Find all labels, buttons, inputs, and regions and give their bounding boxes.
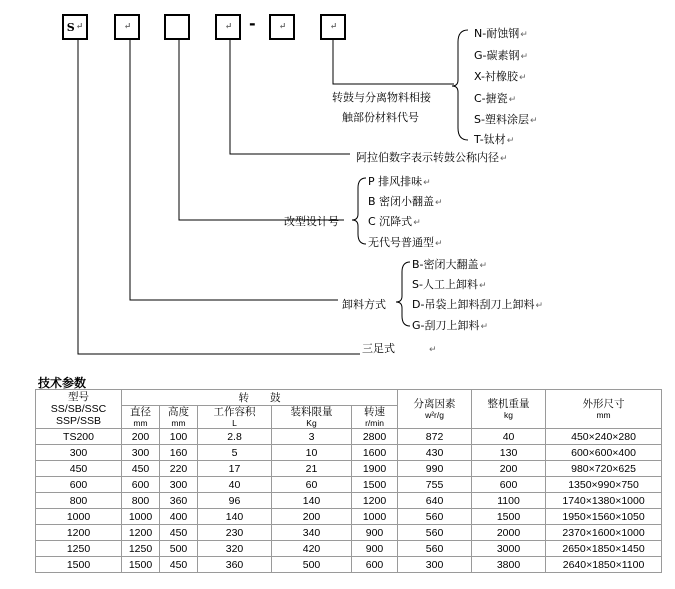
return-mark: ↵	[75, 22, 84, 32]
discharge-connector	[130, 40, 338, 300]
material-brace	[452, 30, 468, 140]
discharge-option: B-密闭大翻盖↵	[412, 258, 488, 271]
table-row	[36, 429, 662, 445]
table-cell: 2800	[352, 429, 398, 445]
table-row	[36, 445, 662, 461]
base-label: 三足式	[362, 342, 395, 355]
spec-table	[35, 389, 662, 573]
table-cell: 2640×1850×1100	[546, 557, 662, 573]
table-cell: 300	[122, 445, 160, 461]
table-row	[36, 557, 662, 573]
discharge-option: D-吊袋上卸料刮刀上卸料↵	[412, 298, 543, 311]
return-mark: ↵	[278, 22, 287, 32]
table-cell: 1250	[122, 541, 160, 557]
table-cell: 800	[36, 493, 122, 509]
table-cell: 300	[160, 477, 198, 493]
header-drum: 转 鼓	[122, 390, 398, 406]
table-cell: 2650×1850×1450	[546, 541, 662, 557]
table-cell: 3800	[472, 557, 546, 573]
code-dash: -	[249, 14, 256, 33]
table-cell: 140	[272, 493, 352, 509]
table-cell: 1500	[122, 557, 160, 573]
header-diameter: 直径 mm	[122, 406, 160, 429]
table-cell: 990	[398, 461, 472, 477]
table-row	[36, 461, 662, 477]
design-label: 改型设计号	[284, 215, 339, 228]
tech-params-title: 技术参数	[38, 376, 87, 390]
table-header-row	[36, 390, 662, 406]
discharge-brace	[396, 262, 410, 326]
table-cell: 160	[160, 445, 198, 461]
table-cell: 1600	[352, 445, 398, 461]
table-cell: 1950×1560×1050	[546, 509, 662, 525]
table-cell: 450	[122, 461, 160, 477]
design-option: C 沉降式↵	[368, 215, 421, 228]
table-cell: 450×240×280	[546, 429, 662, 445]
table-cell: 300	[36, 445, 122, 461]
table-cell: 1350×990×750	[546, 477, 662, 493]
table-cell: 600	[352, 557, 398, 573]
table-cell: 40	[198, 477, 272, 493]
table-cell: 1740×1380×1000	[546, 493, 662, 509]
discharge-option: G-刮刀上卸料↵	[412, 319, 489, 332]
material-label: 转鼓与分离物料相接	[332, 91, 431, 104]
table-row	[36, 509, 662, 525]
material-connector	[333, 40, 454, 84]
table-row	[36, 477, 662, 493]
code-letter: S	[66, 20, 75, 34]
design-connector	[179, 40, 344, 220]
table-cell: 1200	[352, 493, 398, 509]
material-option: T-钛材↵	[474, 133, 515, 146]
table-cell: 980×720×625	[546, 461, 662, 477]
design-option: B 密闭小翻盖↵	[368, 195, 443, 208]
design-brace	[352, 178, 366, 244]
material-option: S-塑料涂层↵	[474, 113, 538, 126]
table-cell: 1200	[36, 525, 122, 541]
table-cell: 1500	[352, 477, 398, 493]
table-cell: 1200	[122, 525, 160, 541]
table-cell: 10	[272, 445, 352, 461]
table-cell: 560	[398, 525, 472, 541]
table-cell: 2370×1600×1000	[546, 525, 662, 541]
table-cell: 130	[472, 445, 546, 461]
discharge-label: 卸料方式	[342, 298, 386, 311]
design-option: 无代号普通型↵	[368, 236, 443, 249]
table-cell: 640	[398, 493, 472, 509]
table-cell: 872	[398, 429, 472, 445]
material-option: C-搪瓷↵	[474, 92, 517, 105]
table-cell: 3	[272, 429, 352, 445]
header-model: 型号 SS/SB/SSC SSP/SSB	[36, 390, 122, 429]
return-mark: ↵	[329, 22, 338, 32]
header-height: 高度 mm	[160, 406, 198, 429]
table-cell: 500	[160, 541, 198, 557]
table-cell: 600	[36, 477, 122, 493]
header-load: 装料限量 Kg	[272, 406, 352, 429]
table-cell: 1900	[352, 461, 398, 477]
table-cell: 21	[272, 461, 352, 477]
table-cell: 17	[198, 461, 272, 477]
table-cell: 2000	[472, 525, 546, 541]
table-cell: 220	[160, 461, 198, 477]
table-cell: 360	[198, 557, 272, 573]
spec-table-body	[36, 429, 662, 573]
diameter-label: 阿拉伯数字表示转鼓公称内径↵	[356, 151, 508, 164]
table-cell: 200	[472, 461, 546, 477]
table-cell: 320	[198, 541, 272, 557]
table-cell: 900	[352, 541, 398, 557]
table-cell: 560	[398, 509, 472, 525]
table-cell: 1250	[36, 541, 122, 557]
table-cell: 600	[472, 477, 546, 493]
table-cell: 400	[160, 509, 198, 525]
base-connector	[78, 40, 360, 354]
material-option: N-耐蚀钢↵	[474, 27, 528, 40]
table-cell: 450	[160, 557, 198, 573]
table-cell: 560	[398, 541, 472, 557]
table-cell: 96	[198, 493, 272, 509]
table-cell: 100	[160, 429, 198, 445]
table-cell: 1000	[352, 509, 398, 525]
table-cell: 200	[122, 429, 160, 445]
header-speed: 转速 r/min	[352, 406, 398, 429]
table-cell: 2.8	[198, 429, 272, 445]
material-option: X-衬橡胶↵	[474, 70, 527, 83]
table-cell: 300	[398, 557, 472, 573]
table-cell: 140	[198, 509, 272, 525]
table-row	[36, 493, 662, 509]
table-cell: 200	[272, 509, 352, 525]
material-label: 触部份材料代号	[342, 111, 419, 124]
table-cell: 60	[272, 477, 352, 493]
table-cell: 600	[122, 477, 160, 493]
table-cell: 420	[272, 541, 352, 557]
table-cell: 800	[122, 493, 160, 509]
table-cell: 1500	[472, 509, 546, 525]
table-cell: 40	[472, 429, 546, 445]
return-mark: ↵	[224, 22, 233, 32]
table-cell: 230	[198, 525, 272, 541]
table-cell: 430	[398, 445, 472, 461]
table-row	[36, 525, 662, 541]
header-separation: 分离因素 w²r/g	[398, 390, 472, 429]
return-mark: ↵	[429, 345, 437, 355]
table-cell: 1000	[36, 509, 122, 525]
design-option: P 排风排味↵	[368, 175, 431, 188]
table-cell: 600×600×400	[546, 445, 662, 461]
table-cell: 3000	[472, 541, 546, 557]
table-cell: 450	[160, 525, 198, 541]
table-cell: 1500	[36, 557, 122, 573]
table-cell: 900	[352, 525, 398, 541]
table-cell: 1100	[472, 493, 546, 509]
table-cell: 340	[272, 525, 352, 541]
table-cell: 755	[398, 477, 472, 493]
material-option: G-碳素钢↵	[474, 49, 529, 62]
discharge-option: S-人工上卸料↵	[412, 278, 487, 291]
header-volume: 工作容积 L	[198, 406, 272, 429]
table-row	[36, 541, 662, 557]
table-cell: 360	[160, 493, 198, 509]
header-weight: 整机重量 kg	[472, 390, 546, 429]
table-cell: TS200	[36, 429, 122, 445]
table-cell: 500	[272, 557, 352, 573]
table-cell: 5	[198, 445, 272, 461]
table-cell: 450	[36, 461, 122, 477]
return-mark: ↵	[123, 22, 132, 32]
table-cell: 1000	[122, 509, 160, 525]
header-size: 外形尺寸 mm	[546, 390, 662, 429]
